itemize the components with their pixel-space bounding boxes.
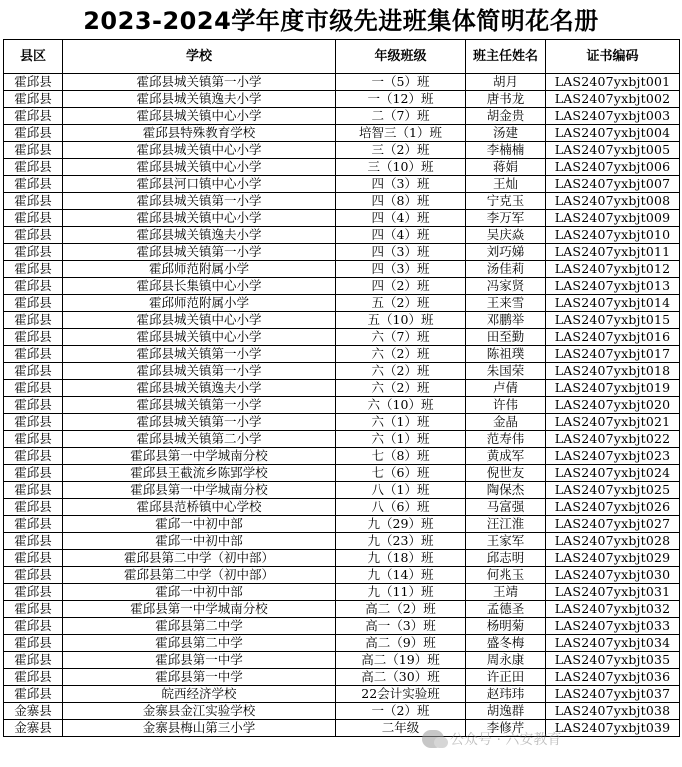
table-row <box>4 142 680 159</box>
cell-certificate-code: LAS2407yxbjt011 <box>546 244 680 261</box>
cell-certificate-code: LAS2407yxbjt039 <box>546 720 680 737</box>
cell-class: 培智三（1）班 <box>336 125 466 142</box>
cell-class: 二（7）班 <box>336 108 466 125</box>
cell-school: 霍邱县城关镇逸夫小学 <box>63 380 336 397</box>
cell-certificate-code: LAS2407yxbjt018 <box>546 363 680 380</box>
page-title: 2023-2024学年度市级先进班集体简明花名册 <box>83 7 599 35</box>
cell-county: 金寨县 <box>4 720 63 737</box>
cell-certificate-code: LAS2407yxbjt034 <box>546 635 680 652</box>
cell-class: 一（5）班 <box>336 74 466 91</box>
cell-teacher: 卢倩 <box>466 380 546 397</box>
cell-certificate-code: LAS2407yxbjt006 <box>546 159 680 176</box>
cell-certificate-code: LAS2407yxbjt024 <box>546 465 680 482</box>
cell-class: 五（2）班 <box>336 295 466 312</box>
table-row <box>4 533 680 550</box>
cell-school: 霍邱县长集镇中心小学 <box>63 278 336 295</box>
table-body <box>4 74 680 737</box>
header-row <box>4 40 680 74</box>
cell-school: 霍邱县第二中学 <box>63 635 336 652</box>
cell-school: 霍邱县城关镇第二小学 <box>63 431 336 448</box>
table-row <box>4 193 680 210</box>
cell-certificate-code: LAS2407yxbjt033 <box>546 618 680 635</box>
table-row <box>4 567 680 584</box>
cell-teacher: 周永康 <box>466 652 546 669</box>
cell-school: 霍邱县城关镇第一小学 <box>63 193 336 210</box>
cell-class: 四（2）班 <box>336 278 466 295</box>
cell-certificate-code: LAS2407yxbjt027 <box>546 516 680 533</box>
cell-class: 六（1）班 <box>336 431 466 448</box>
cell-class: 三（10）班 <box>336 159 466 176</box>
cell-class: 一（12）班 <box>336 91 466 108</box>
cell-class: 七（6）班 <box>336 465 466 482</box>
cell-class: 三（2）班 <box>336 142 466 159</box>
cell-teacher: 胡逸群 <box>466 703 546 720</box>
cell-school: 金寨县金江实验学校 <box>63 703 336 720</box>
table-row <box>4 329 680 346</box>
table-row <box>4 108 680 125</box>
cell-certificate-code: LAS2407yxbjt032 <box>546 601 680 618</box>
table-row <box>4 380 680 397</box>
cell-class: 六（2）班 <box>336 346 466 363</box>
cell-county: 霍邱县 <box>4 210 63 227</box>
cell-county: 霍邱县 <box>4 278 63 295</box>
cell-class: 六（1）班 <box>336 414 466 431</box>
cell-teacher: 邱志明 <box>466 550 546 567</box>
cell-class: 高二（2）班 <box>336 601 466 618</box>
cell-county: 霍邱县 <box>4 686 63 703</box>
cell-certificate-code: LAS2407yxbjt031 <box>546 584 680 601</box>
cell-county: 霍邱县 <box>4 652 63 669</box>
cell-class: 六（2）班 <box>336 363 466 380</box>
cell-county: 霍邱县 <box>4 74 63 91</box>
cell-class: 二年级 <box>336 720 466 737</box>
table-row <box>4 618 680 635</box>
cell-class: 九（14）班 <box>336 567 466 584</box>
cell-certificate-code: LAS2407yxbjt021 <box>546 414 680 431</box>
cell-class: 高二（30）班 <box>336 669 466 686</box>
cell-county: 霍邱县 <box>4 533 63 550</box>
cell-school: 霍邱县第一中学 <box>63 652 336 669</box>
table-row <box>4 669 680 686</box>
column-header-teacher: 班主任姓名 <box>466 40 546 74</box>
cell-class: 七（8）班 <box>336 448 466 465</box>
cell-county: 霍邱县 <box>4 346 63 363</box>
column-header-class: 年级班级 <box>336 40 466 74</box>
cell-school: 霍邱师范附属小学 <box>63 261 336 278</box>
table-row <box>4 686 680 703</box>
cell-teacher: 赵玮玮 <box>466 686 546 703</box>
cell-class: 四（4）班 <box>336 210 466 227</box>
cell-county: 霍邱县 <box>4 329 63 346</box>
table-row <box>4 346 680 363</box>
table-row <box>4 720 680 737</box>
table-row <box>4 397 680 414</box>
cell-county: 霍邱县 <box>4 499 63 516</box>
cell-teacher: 盛冬梅 <box>466 635 546 652</box>
cell-teacher: 王来雪 <box>466 295 546 312</box>
cell-school: 霍邱县第二中学 <box>63 618 336 635</box>
cell-teacher: 许伟 <box>466 397 546 414</box>
cell-school: 霍邱县河口镇中心小学 <box>63 176 336 193</box>
cell-certificate-code: LAS2407yxbjt036 <box>546 669 680 686</box>
cell-teacher: 宁克玉 <box>466 193 546 210</box>
cell-school: 霍邱县第一中学城南分校 <box>63 601 336 618</box>
cell-school: 霍邱县城关镇中心小学 <box>63 159 336 176</box>
cell-school: 霍邱县第一中学城南分校 <box>63 448 336 465</box>
cell-school: 霍邱县城关镇第一小学 <box>63 346 336 363</box>
cell-certificate-code: LAS2407yxbjt004 <box>546 125 680 142</box>
roster-table <box>3 39 680 737</box>
cell-certificate-code: LAS2407yxbjt009 <box>546 210 680 227</box>
cell-county: 霍邱县 <box>4 567 63 584</box>
cell-teacher: 李楠楠 <box>466 142 546 159</box>
table-row <box>4 414 680 431</box>
cell-class: 四（3）班 <box>336 176 466 193</box>
cell-school: 霍邱县第二中学（初中部） <box>63 567 336 584</box>
cell-teacher: 邓鹏举 <box>466 312 546 329</box>
cell-certificate-code: LAS2407yxbjt001 <box>546 74 680 91</box>
table-row <box>4 550 680 567</box>
cell-class: 八（1）班 <box>336 482 466 499</box>
cell-school: 霍邱县城关镇中心小学 <box>63 329 336 346</box>
cell-county: 霍邱县 <box>4 261 63 278</box>
cell-county: 霍邱县 <box>4 176 63 193</box>
column-header-school: 学校 <box>63 40 336 74</box>
column-header-county: 县区 <box>4 40 63 74</box>
table-row <box>4 448 680 465</box>
cell-county: 霍邱县 <box>4 516 63 533</box>
cell-class: 九（18）班 <box>336 550 466 567</box>
cell-county: 霍邱县 <box>4 448 63 465</box>
cell-class: 四（8）班 <box>336 193 466 210</box>
cell-school: 霍邱一中初中部 <box>63 516 336 533</box>
cell-teacher: 朱国荣 <box>466 363 546 380</box>
watermark-text: 公众号 · 六安教育 <box>450 732 562 748</box>
cell-certificate-code: LAS2407yxbjt028 <box>546 533 680 550</box>
cell-county: 霍邱县 <box>4 159 63 176</box>
cell-teacher: 陈祖璞 <box>466 346 546 363</box>
table-row <box>4 125 680 142</box>
cell-certificate-code: LAS2407yxbjt029 <box>546 550 680 567</box>
cell-teacher: 王灿 <box>466 176 546 193</box>
cell-school: 霍邱县城关镇中心小学 <box>63 312 336 329</box>
cell-teacher: 李修芹 <box>466 720 546 737</box>
cell-county: 霍邱县 <box>4 295 63 312</box>
cell-certificate-code: LAS2407yxbjt013 <box>546 278 680 295</box>
cell-class: 九（11）班 <box>336 584 466 601</box>
cell-certificate-code: LAS2407yxbjt020 <box>546 397 680 414</box>
cell-certificate-code: LAS2407yxbjt017 <box>546 346 680 363</box>
cell-teacher: 许正田 <box>466 669 546 686</box>
table-row <box>4 482 680 499</box>
column-header-certificate: 证书编码 <box>546 40 680 74</box>
cell-school: 霍邱县城关镇中心小学 <box>63 108 336 125</box>
table-row <box>4 227 680 244</box>
cell-certificate-code: LAS2407yxbjt014 <box>546 295 680 312</box>
table-row <box>4 363 680 380</box>
cell-certificate-code: LAS2407yxbjt037 <box>546 686 680 703</box>
cell-teacher: 胡月 <box>466 74 546 91</box>
cell-class: 九（23）班 <box>336 533 466 550</box>
cell-teacher: 吴庆焱 <box>466 227 546 244</box>
cell-county: 霍邱县 <box>4 482 63 499</box>
cell-school: 皖西经济学校 <box>63 686 336 703</box>
cell-county: 霍邱县 <box>4 550 63 567</box>
cell-class: 六（10）班 <box>336 397 466 414</box>
cell-certificate-code: LAS2407yxbjt026 <box>546 499 680 516</box>
cell-county: 霍邱县 <box>4 193 63 210</box>
cell-school: 霍邱县城关镇逸夫小学 <box>63 227 336 244</box>
cell-class: 高一（3）班 <box>336 618 466 635</box>
table-row <box>4 176 680 193</box>
table-row <box>4 465 680 482</box>
cell-teacher: 冯家贤 <box>466 278 546 295</box>
cell-county: 霍邱县 <box>4 125 63 142</box>
cell-county: 霍邱县 <box>4 465 63 482</box>
cell-teacher: 蒋娟 <box>466 159 546 176</box>
cell-school: 霍邱县城关镇第一小学 <box>63 244 336 261</box>
cell-certificate-code: LAS2407yxbjt019 <box>546 380 680 397</box>
cell-county: 霍邱县 <box>4 363 63 380</box>
cell-school: 霍邱一中初中部 <box>63 533 336 550</box>
cell-class: 六（2）班 <box>336 380 466 397</box>
table-row <box>4 601 680 618</box>
cell-certificate-code: LAS2407yxbjt007 <box>546 176 680 193</box>
cell-county: 霍邱县 <box>4 312 63 329</box>
cell-certificate-code: LAS2407yxbjt005 <box>546 142 680 159</box>
cell-school: 霍邱县城关镇第一小学 <box>63 74 336 91</box>
table-row <box>4 210 680 227</box>
table-row <box>4 244 680 261</box>
table-row <box>4 584 680 601</box>
cell-teacher: 李万军 <box>466 210 546 227</box>
table-row <box>4 431 680 448</box>
cell-school: 霍邱县城关镇中心小学 <box>63 210 336 227</box>
cell-class: 九（29）班 <box>336 516 466 533</box>
cell-class: 六（7）班 <box>336 329 466 346</box>
cell-teacher: 孟德圣 <box>466 601 546 618</box>
table-row <box>4 159 680 176</box>
cell-teacher: 王靖 <box>466 584 546 601</box>
cell-teacher: 倪世友 <box>466 465 546 482</box>
cell-teacher: 何兆玉 <box>466 567 546 584</box>
cell-teacher: 汪江淮 <box>466 516 546 533</box>
cell-certificate-code: LAS2407yxbjt025 <box>546 482 680 499</box>
cell-teacher: 唐书龙 <box>466 91 546 108</box>
cell-county: 霍邱县 <box>4 91 63 108</box>
cell-school: 霍邱县城关镇第一小学 <box>63 414 336 431</box>
cell-certificate-code: LAS2407yxbjt023 <box>546 448 680 465</box>
cell-certificate-code: LAS2407yxbjt010 <box>546 227 680 244</box>
cell-class: 22会计实验班 <box>336 686 466 703</box>
cell-certificate-code: LAS2407yxbjt015 <box>546 312 680 329</box>
cell-county: 霍邱县 <box>4 635 63 652</box>
cell-teacher: 汤建 <box>466 125 546 142</box>
cell-certificate-code: LAS2407yxbjt012 <box>546 261 680 278</box>
table-row <box>4 261 680 278</box>
cell-county: 霍邱县 <box>4 142 63 159</box>
cell-school: 霍邱县城关镇第一小学 <box>63 363 336 380</box>
cell-county: 金寨县 <box>4 703 63 720</box>
cell-certificate-code: LAS2407yxbjt035 <box>546 652 680 669</box>
table-row <box>4 295 680 312</box>
cell-certificate-code: LAS2407yxbjt030 <box>546 567 680 584</box>
cell-certificate-code: LAS2407yxbjt002 <box>546 91 680 108</box>
cell-school: 霍邱县城关镇逸夫小学 <box>63 91 336 108</box>
cell-teacher: 杨明菊 <box>466 618 546 635</box>
table-row <box>4 635 680 652</box>
cell-certificate-code: LAS2407yxbjt038 <box>546 703 680 720</box>
cell-school: 霍邱县城关镇第一小学 <box>63 397 336 414</box>
cell-class: 五（10）班 <box>336 312 466 329</box>
table-row <box>4 91 680 108</box>
cell-county: 霍邱县 <box>4 669 63 686</box>
cell-teacher: 田至勤 <box>466 329 546 346</box>
cell-class: 八（6）班 <box>336 499 466 516</box>
cell-class: 高二（9）班 <box>336 635 466 652</box>
cell-class: 一（2）班 <box>336 703 466 720</box>
cell-teacher: 范寿伟 <box>466 431 546 448</box>
table-row <box>4 278 680 295</box>
cell-school: 霍邱县城关镇中心小学 <box>63 142 336 159</box>
cell-teacher: 马富强 <box>466 499 546 516</box>
cell-teacher: 胡金贵 <box>466 108 546 125</box>
cell-county: 霍邱县 <box>4 618 63 635</box>
cell-class: 高二（19）班 <box>336 652 466 669</box>
cell-school: 金寨县梅山第三小学 <box>63 720 336 737</box>
cell-county: 霍邱县 <box>4 601 63 618</box>
table-row <box>4 516 680 533</box>
cell-school: 霍邱县第一中学城南分校 <box>63 482 336 499</box>
cell-teacher: 黄成军 <box>466 448 546 465</box>
table-row <box>4 499 680 516</box>
cell-school: 霍邱县王截流乡陈郢学校 <box>63 465 336 482</box>
cell-school: 霍邱师范附属小学 <box>63 295 336 312</box>
cell-county: 霍邱县 <box>4 380 63 397</box>
cell-certificate-code: LAS2407yxbjt003 <box>546 108 680 125</box>
cell-county: 霍邱县 <box>4 244 63 261</box>
cell-county: 霍邱县 <box>4 414 63 431</box>
cell-teacher: 金晶 <box>466 414 546 431</box>
cell-certificate-code: LAS2407yxbjt022 <box>546 431 680 448</box>
table-row <box>4 703 680 720</box>
cell-certificate-code: LAS2407yxbjt016 <box>546 329 680 346</box>
cell-class: 四（3）班 <box>336 244 466 261</box>
cell-school: 霍邱县范桥镇中心学校 <box>63 499 336 516</box>
table-row <box>4 74 680 91</box>
cell-school: 霍邱县第二中学（初中部） <box>63 550 336 567</box>
cell-county: 霍邱县 <box>4 397 63 414</box>
cell-county: 霍邱县 <box>4 108 63 125</box>
cell-school: 霍邱县第一中学 <box>63 669 336 686</box>
cell-teacher: 刘巧娣 <box>466 244 546 261</box>
table-row <box>4 312 680 329</box>
cell-school: 霍邱县特殊教育学校 <box>63 125 336 142</box>
cell-school: 霍邱一中初中部 <box>63 584 336 601</box>
cell-county: 霍邱县 <box>4 431 63 448</box>
table-row <box>4 652 680 669</box>
cell-county: 霍邱县 <box>4 584 63 601</box>
cell-class: 四（3）班 <box>336 261 466 278</box>
cell-teacher: 陶保杰 <box>466 482 546 499</box>
cell-class: 四（4）班 <box>336 227 466 244</box>
cell-teacher: 王家军 <box>466 533 546 550</box>
cell-certificate-code: LAS2407yxbjt008 <box>546 193 680 210</box>
cell-county: 霍邱县 <box>4 227 63 244</box>
cell-teacher: 汤佳莉 <box>466 261 546 278</box>
